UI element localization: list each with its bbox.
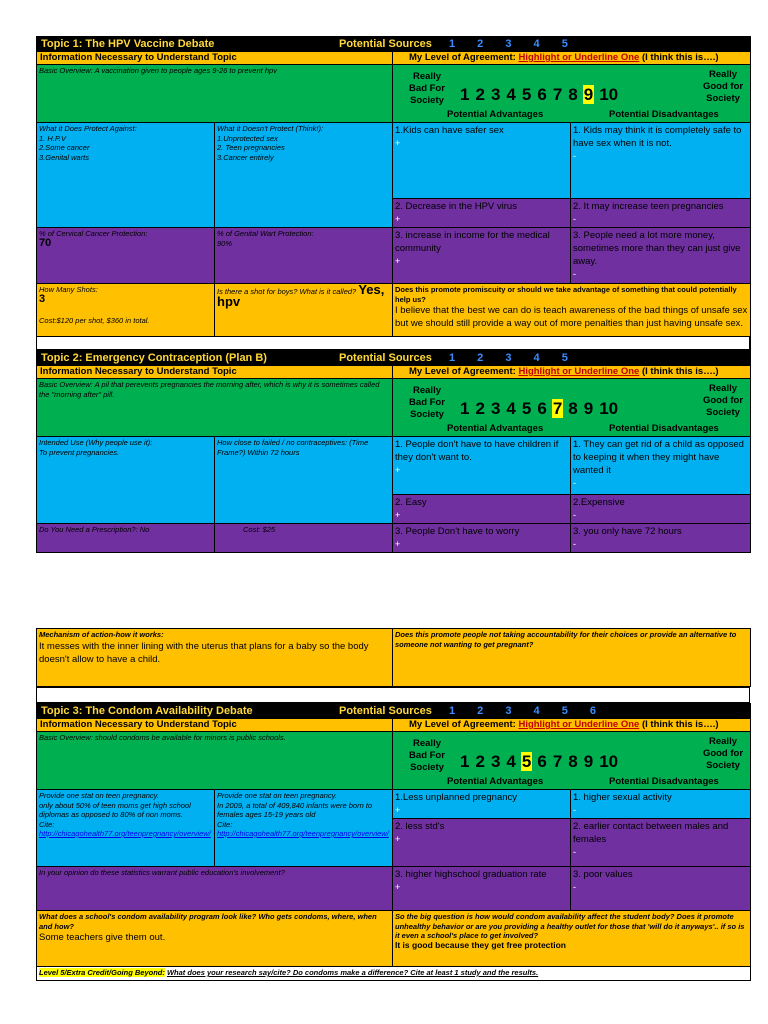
disadvantage-2[interactable]: 2. It may increase teen pregnancies -: [571, 199, 751, 228]
topic3-overview: Basic Overview: should condoms be available for minors is public schools.: [37, 732, 393, 790]
spacer-row: [36, 687, 750, 703]
topic3-title: Topic 3: The Condom Availability Debate: [41, 705, 253, 717]
source-link[interactable]: 4: [533, 705, 540, 717]
spacer-row: [36, 336, 750, 350]
source-link[interactable]: 4: [533, 352, 540, 364]
advantage-3[interactable]: 3. higher highschool graduation rate +: [393, 867, 571, 911]
topic2-section: [36, 350, 750, 553]
topic2-sources: Potential Sources 1 2 3 4 5: [339, 352, 568, 364]
advantage-2[interactable]: 2. Easy +: [393, 495, 571, 524]
topic1-title: Topic 1: The HPV Vaccine Debate: [41, 38, 215, 50]
source-link[interactable]: 3: [505, 38, 512, 50]
source-link[interactable]: 3: [505, 352, 512, 364]
disadvantage-1[interactable]: 1. higher sexual activity -: [571, 790, 751, 819]
topic2-continued: [36, 628, 750, 687]
promiscuity-question: Does this promote promiscuity or should we take advantage of something that could potentially help us? I believe that the best we can do is teach awareness of the bad things of unsafe sex but we should still provide a way out of more penalties than just having unsafe sex.: [393, 284, 751, 366]
disadvantage-1[interactable]: 1. They can get rid of a child as opposed to keeping it when they might have wanted it -: [571, 437, 751, 495]
topic1-section: [36, 36, 750, 366]
topic3-section: [36, 703, 750, 981]
info-header: Information Necessary to Understand Topic: [37, 52, 393, 65]
teen-stat-2: Provide one stat on teen pregnancy. In 2009, a total of 409,840 infants were born to females ages 15-19 years old Cite: http://chicagohealth77.org/teenpregnancy/overview/: [215, 790, 393, 867]
level5-row: Level 5/Extra Credit/Going Beyond: What does your research say/cite? Do condoms make a difference? Cite at least 1 study and the results.: [37, 967, 751, 981]
selected-rating: 5: [521, 752, 532, 771]
topic1-agreement-scale[interactable]: Really Bad For Society 1 2 3 4 5 6 7 8 9 10 Really Good for Society Potential Advantages Potential Disadvantages: [393, 65, 751, 123]
disadvantage-2[interactable]: 2. earlier contact between males and females -: [571, 819, 751, 867]
topic3-sources: Potential Sources 1 2 3 4 5 6: [339, 705, 597, 717]
selected-rating: 7: [552, 399, 563, 418]
agreement-header: My Level of Agreement: Highlight or Underline One (I think this is….): [393, 719, 751, 732]
how-many-shots: How Many Shots: 3 Cost:$120 per shot, $360 in total.: [37, 284, 215, 366]
source-link[interactable]: 1: [448, 352, 456, 364]
disadvantage-3[interactable]: 3. People need a lot more money, sometimes more than they can just give away. -: [571, 228, 751, 284]
topic1-overview: Basic Overview: A vaccination given to people ages 9-26 to prevent hpv: [37, 65, 393, 123]
source-link[interactable]: 5: [561, 352, 568, 364]
source-link[interactable]: 4: [533, 38, 540, 50]
source-link[interactable]: 2: [477, 352, 484, 364]
not-protect: What it Doesn't Protect (Think!): 1.Unprotected sex 2. Teen pregnancies 3.Cancer entirely: [215, 123, 393, 228]
teen-stat-1: Provide one stat on teen pregnancy. only about 50% of teen moms get high school diplomas as opposed to 80% of non moms. Cite: http://chicagohealth77.org/teenpregnancy/overview/: [37, 790, 215, 867]
intended-use: Intended Use (Why people use it): To prevent pregnancies.: [37, 437, 215, 524]
topic2-title-bar: [37, 351, 751, 366]
wart-protection: % of Genital Wart Protection: 90%: [215, 228, 393, 284]
advantage-2[interactable]: 2. less std's +: [393, 819, 571, 867]
prescription: Do You Need a Prescription?: No: [37, 524, 215, 553]
cite-link[interactable]: http://chicagohealth77.org/teenpregnancy/overview/: [39, 829, 211, 838]
disadvantage-2[interactable]: 2.Expensive -: [571, 495, 751, 524]
disadvantage-3[interactable]: 3. you only have 72 hours -: [571, 524, 751, 553]
source-link[interactable]: 5: [561, 705, 568, 717]
mechanism-of-action: Mechanism of action-how it works: It messes with the inner lining with the uterus that plans for a baby so the body doesn't allow to have a child.: [37, 629, 393, 687]
info-header: Information Necessary to Understand Topic: [37, 719, 393, 732]
advantage-1[interactable]: 1. People don't have to have children if they don't want to. +: [393, 437, 571, 495]
topic3-agreement-scale[interactable]: Really Bad For Society 1 2 3 4 5 6 7 8 9 10 Really Good for Society Potential Advantages Potential Disadvantages: [393, 732, 751, 790]
source-link[interactable]: 3: [505, 705, 512, 717]
program-question: What does a school's condom availability program look like? Who gets condoms, where, when and how? Some teachers give them out.: [37, 911, 393, 967]
source-link[interactable]: 2: [477, 705, 484, 717]
topic3-title-bar: [37, 704, 751, 719]
advantage-3[interactable]: 3. People Don't have to worry +: [393, 524, 571, 553]
topic2-cost: Cost: $25: [215, 524, 393, 553]
protect-against: What it Does Protect Against: 1. H.P.V 2.Some cancer 3.Genital warts: [37, 123, 215, 228]
topic2-title: Topic 2: Emergency Contraception (Plan B): [41, 352, 267, 364]
topic1-title-bar: [37, 37, 751, 52]
topic1-sources: Potential Sources 1 2 3 4 5: [339, 38, 568, 50]
topic2-agreement-scale[interactable]: Really Bad For Society 1 2 3 4 5 6 7 8 9 10 Really Good for Society Potential Advantages Potential Disadvantages: [393, 379, 751, 437]
advantage-1[interactable]: 1.Kids can have safer sex +: [393, 123, 571, 199]
topic2-overview: Basic Overview: A pil that perevents pregnancies the morning after, which is why it is sometimes called the "morning after" pill.: [37, 379, 393, 437]
source-link[interactable]: 6: [589, 705, 597, 717]
source-link[interactable]: 5: [561, 38, 568, 50]
disadvantage-1[interactable]: 1. Kids may think it is completely safe to have sex when it is not. -: [571, 123, 751, 199]
agreement-header: My Level of Agreement: Highlight or Underline One (I think this is….): [393, 366, 751, 379]
time-frame: How close to failed / no contraceptives: (Time Frame?) Within 72 hours: [215, 437, 393, 524]
scale-numbers: 1 2 3 4 5 6 7 8 9 10: [460, 85, 619, 104]
accountability-question: Does this promote people not taking accountability for their choices or provide an alternative to someone not wanting to get pregnant?: [393, 629, 751, 687]
opinion-question: In your opinion do these statistics warrant public education's involvement?: [37, 867, 393, 911]
big-question: So the big question is how would condom availability affect the student body? Does it promote unhealthy behavior or are you providing a healthy outlet for those that 'will do it anyways'.. if so is it even a school's place to get involved? It is good because they get free protection: [393, 911, 751, 967]
info-header: Information Necessary to Understand Topic: [37, 366, 393, 379]
shot-for-boys: Is there a shot for boys? What is it called? Yes, hpv: [215, 284, 393, 366]
source-link[interactable]: 1: [448, 38, 456, 50]
selected-rating: 9: [583, 85, 594, 104]
advantage-3[interactable]: 3. increase in income for the medical community +: [393, 228, 571, 284]
source-link[interactable]: 2: [477, 38, 484, 50]
agreement-header: My Level of Agreement: Highlight or Underline One (I think this is….): [393, 52, 751, 65]
advantage-2[interactable]: 2. Decrease in the HPV virus +: [393, 199, 571, 228]
disadvantage-3[interactable]: 3. poor values -: [571, 867, 751, 911]
advantage-1[interactable]: 1.Less unplanned pregnancy +: [393, 790, 571, 819]
cervical-protection: % of Cervical Cancer Protection: 70: [37, 228, 215, 284]
source-link[interactable]: 1: [448, 705, 456, 717]
cite-link[interactable]: http://chicagohealth77.org/teenpregnancy/overview/: [217, 829, 389, 838]
